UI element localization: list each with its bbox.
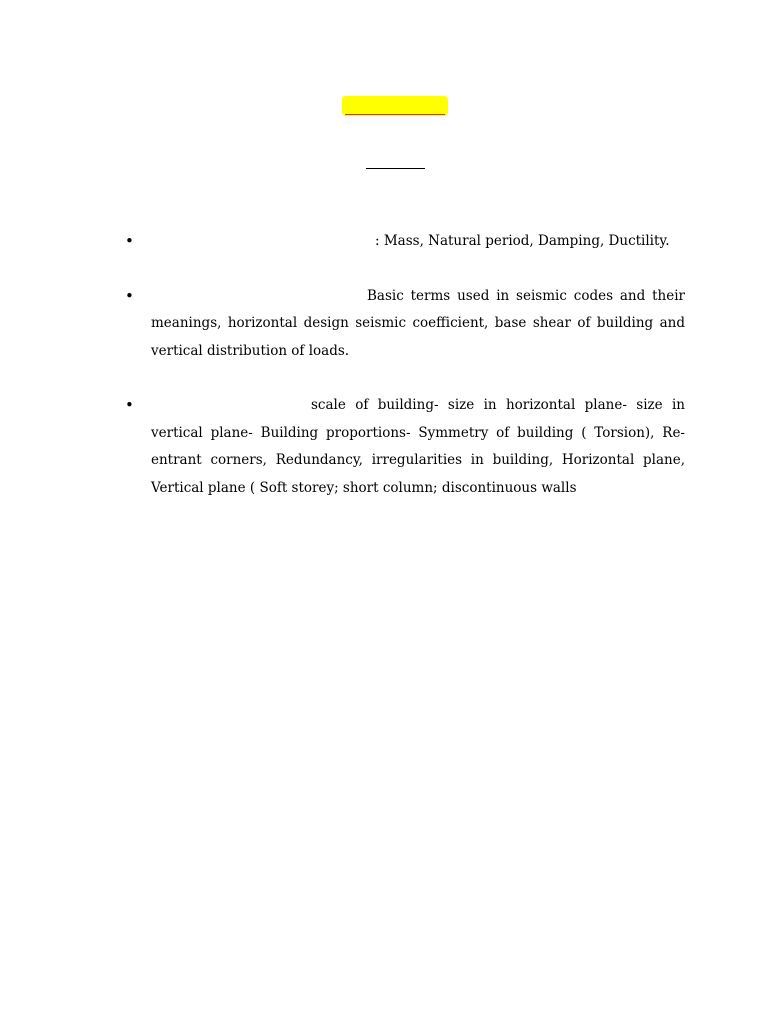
title-underline: [345, 114, 445, 115]
list-item: [125, 392, 685, 502]
topic-list: [125, 228, 685, 502]
list-item-text: : Mass, Natural period, Damping, Ductility.: [375, 233, 670, 249]
bullet-icon: •: [125, 286, 134, 305]
list-item: [125, 228, 685, 256]
subtitle-underline: [366, 168, 425, 169]
list-item-text: Basic terms used in seismic codes and their meanings, horizontal design seismic coefficient, base shear of building and vertical distribution of loads.: [151, 287, 685, 359]
title-highlight: [342, 96, 448, 116]
list-item-text: scale of building- size in horizontal plane- size in vertical plane- Building proportions- Symmetry of building ( Torsion), Re-entrant corners, Redundancy, irregularities in building, Horizontal plane, Vertical plane ( Soft storey; short column; discontinuous walls: [151, 397, 685, 496]
bullet-icon: •: [125, 232, 134, 250]
bullet-icon: •: [125, 396, 134, 414]
list-item: [125, 283, 685, 366]
